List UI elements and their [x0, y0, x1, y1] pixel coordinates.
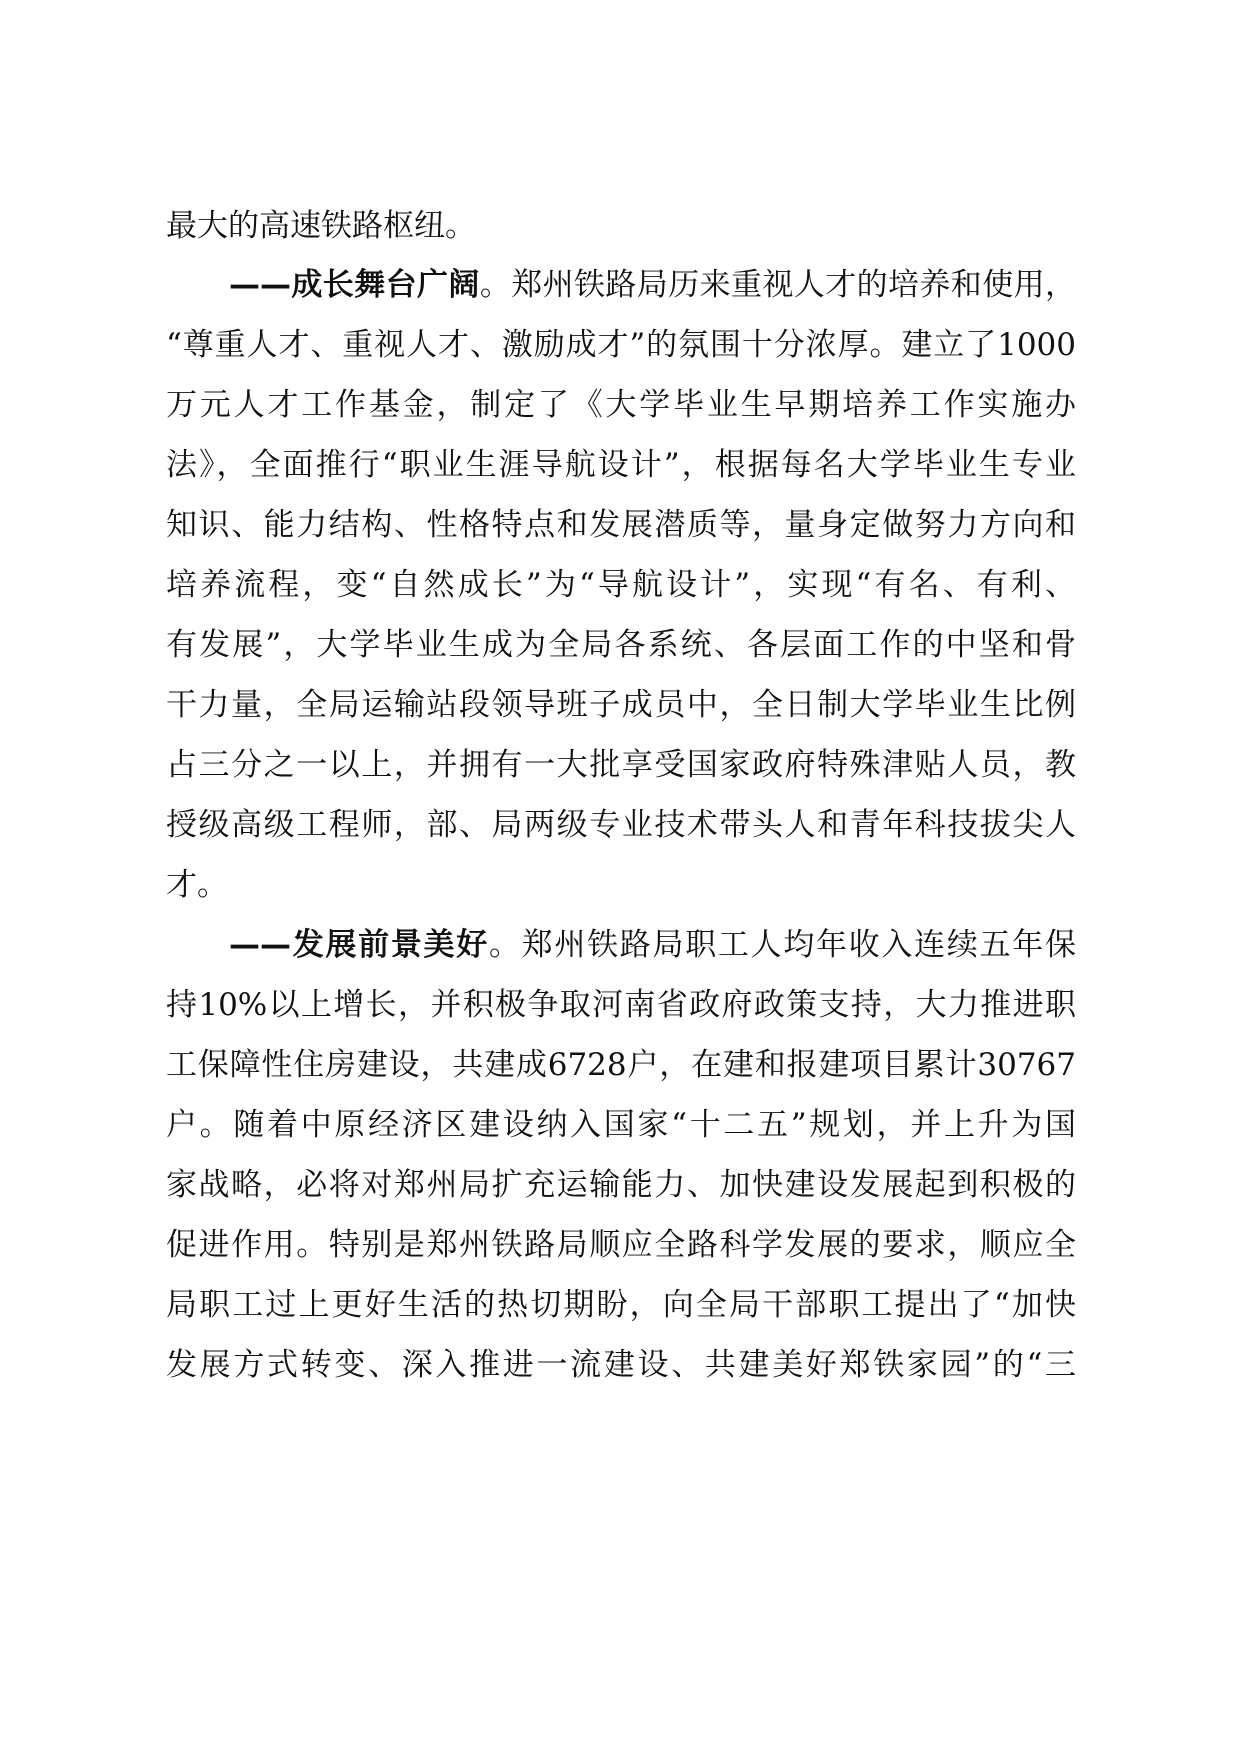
- paragraph-lead-text: 。郑州铁路局历来重视人才的培养和使用，: [479, 267, 1077, 303]
- text-line-16: 户。随着中原经济区建设纳入国家“十二五”规划，并上升为国: [166, 1107, 1076, 1143]
- section-heading-growth-stage: ——成长舞台广阔: [229, 267, 480, 303]
- text-line-15: 工保障性住房建设，共建成6728户，在建和报建项目累计30767: [166, 1047, 1076, 1083]
- text-line-17: 家战略，必将对郑州局扩充运输能力、加快建设发展起到积极的: [166, 1167, 1076, 1203]
- text-line-18: 促进作用。特别是郑州铁路局顺应全路科学发展的要求，顺应全: [166, 1227, 1076, 1263]
- section-heading-bright-prospect: ——发展前景美好: [229, 927, 489, 963]
- text-line-9: 干力量，全局运输站段领导班子成员中，全日制大学毕业生比例: [166, 687, 1076, 723]
- text-line-3: “尊重人才、重视人才、激励成才”的氛围十分浓厚。建立了1000: [166, 327, 1076, 363]
- text-line-11: 授级高级工程师，部、局两级专业技术带头人和青年科技拔尖人: [166, 807, 1076, 843]
- paragraph-heading-line-growth: [229, 265, 1076, 305]
- text-line-20: 发展方式转变、深入推进一流建设、共建美好郑铁家园”的“三: [166, 1347, 1076, 1383]
- text-line-19: 局职工过上更好生活的热切期盼，向全局干部职工提出了“加快: [166, 1287, 1076, 1323]
- paragraph-heading-line-prospect: [229, 925, 1076, 965]
- text-line-6: 知识、能力结构、性格特点和发展潜质等，量身定做努力方向和: [166, 507, 1076, 543]
- text-line-1: 最大的高速铁路枢纽。: [166, 208, 476, 244]
- paragraph-lead-text: 。郑州铁路局职工人均年收入连续五年保: [488, 927, 1077, 963]
- text-line-7: 培养流程，变“自然成长”为“导航设计”，实现“有名、有利、: [166, 567, 1076, 603]
- text-line-8: 有发展”，大学毕业生成为全局各系统、各层面工作的中坚和骨: [166, 627, 1076, 663]
- text-line-14: 持10%以上增长，并积极争取河南省政府政策支持，大力推进职: [166, 987, 1076, 1023]
- text-line-10: 占三分之一以上，并拥有一大批享受国家政府特殊津贴人员，教: [166, 747, 1076, 783]
- text-line-12: 才。: [166, 867, 228, 903]
- text-line-4: 万元人才工作基金，制定了《大学毕业生早期培养工作实施办: [166, 387, 1076, 423]
- text-line-5: 法》，全面推行“职业生涯导航设计”，根据每名大学毕业生专业: [166, 447, 1076, 483]
